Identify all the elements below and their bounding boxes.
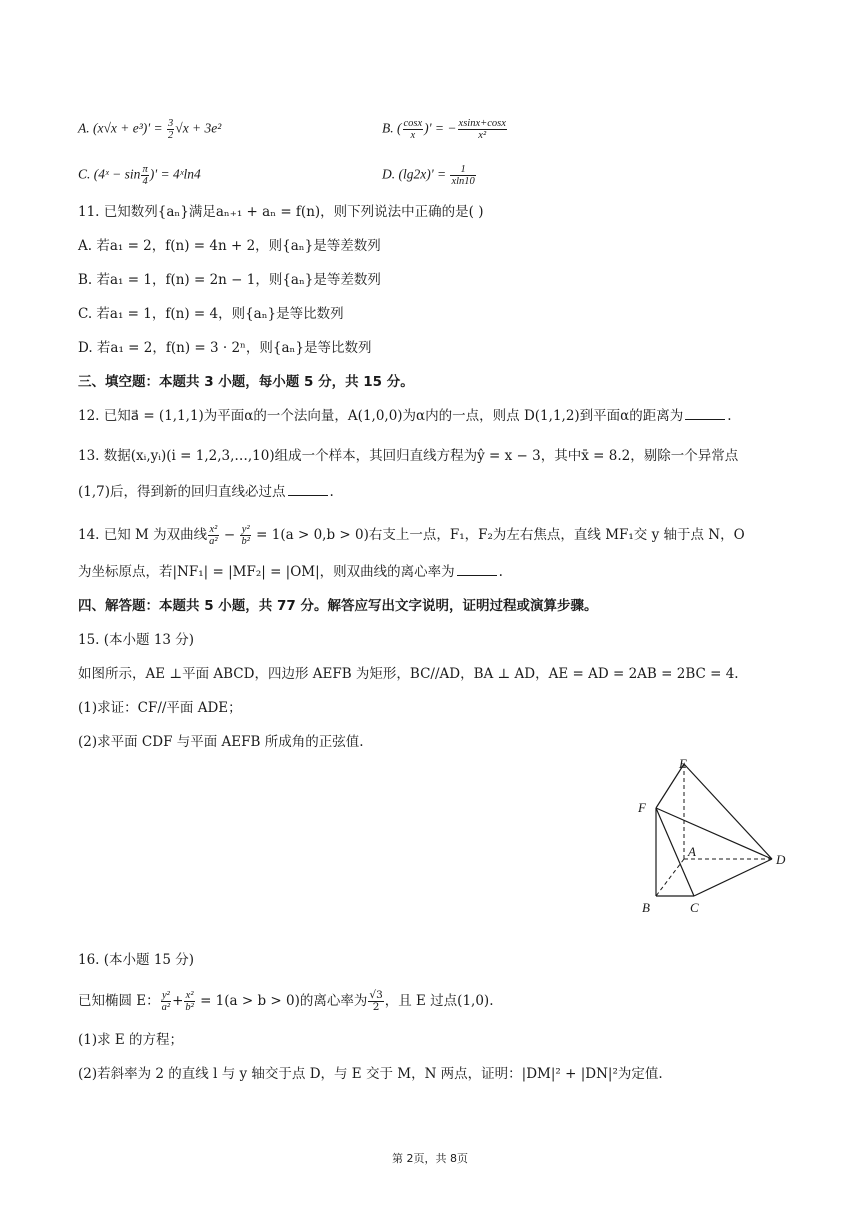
answer-blank	[685, 407, 725, 420]
edge-ed	[684, 764, 772, 859]
q11-option-a: A. 若a₁ = 2，f(n) = 4n + 2，则{aₙ}是等差数列	[78, 238, 381, 254]
edge-cd	[694, 859, 772, 896]
q12-text: 12. 已知a⃗ = (1,1,1)为平面α的一个法向量，A(1,0,0)为α内的一点，则点 D(1,1,2)到平面α的距离为 .	[78, 408, 732, 424]
q16-part2: (2)若斜率为 2 的直线 l 与 y 轴交于点 D，与 E 交于 M，N 两点，证明：|DM|² + |DN|²为定值.	[78, 1066, 663, 1082]
q11-option-c: C. 若a₁ = 1，f(n) = 4，则{aₙ}是等比数列	[78, 306, 344, 322]
section-4-heading: 四、解答题：本题共 5 小题，共 77 分。解答应写出文字说明，证明过程或演算步骤。	[78, 598, 598, 614]
q15-part1: (1)求证：CF//平面 ADE；	[78, 700, 242, 716]
q10-option-a: A. (x√x + e³)' = $\frac{3}{2}$ √x + 3e²	[78, 118, 222, 141]
q15-part2: (2)求平面 CDF 与平面 AEFB 所成角的正弦值.	[78, 734, 364, 750]
answer-blank	[288, 483, 328, 496]
label-e: E	[679, 756, 687, 771]
label-b: B	[642, 900, 650, 915]
q14-line2: 为坐标原点，若|NF₁| = |MF₂| = |OM|，则双曲线的离心率为 .	[78, 564, 503, 580]
geometry-figure	[628, 756, 798, 916]
label-d: D	[776, 852, 786, 867]
q15-header: 15. (本小题 13 分)	[78, 632, 195, 648]
q14-line1: 14. 已知 M 为双曲线 $\frac{\text{x²}}{\text{a²}}$ − $\frac{\text{y²}}{\text{b²}}$ = 1(a > 0,b > 0)右支上一点，F₁，F₂为左右焦点，直线 MF₁交 y 轴于点 N，O	[78, 524, 745, 547]
edge-fd	[656, 808, 772, 859]
section-3-heading: 三、填空题：本题共 3 小题，每小题 5 分，共 15 分。	[78, 374, 414, 390]
q15-stem: 如图所示，AE ⊥平面 ABCD，四边形 AEFB 为矩形，BC//AD，BA ⊥ AD，AE = AD = 2AB = 2BC = 4.	[78, 666, 739, 682]
answer-blank	[457, 563, 497, 576]
q10-option-b: B. ( $\frac{\cos x}{x}$ )' = − $\frac{xsinx+\cos x}{\text{x²}}$	[382, 118, 506, 141]
q11-stem: 11. 已知数列{aₙ}满足aₙ₊₁ + aₙ = f(n)，则下列说法中正确的是( )	[78, 204, 484, 220]
label-f: F	[638, 800, 646, 815]
label-a: A	[688, 844, 696, 859]
q13-line1: 13. 数据(xᵢ,yᵢ)(i = 1,2,3,…,10)组成一个样本，其回归直线方程为ŷ = x − 3，其中x̄ = 8.2，剔除一个异常点	[78, 448, 739, 464]
label-c: C	[690, 900, 699, 915]
page-footer: 第 2页，共 8页	[392, 1152, 468, 1165]
q10-option-d: D. (lg2x)' = $\frac{1}{xln10}$	[382, 164, 475, 187]
q11-option-b: B. 若a₁ = 1，f(n) = 2n − 1，则{aₙ}是等差数列	[78, 272, 381, 288]
q16-header: 16. (本小题 15 分)	[78, 952, 195, 968]
q11-option-d: D. 若a₁ = 2，f(n) = 3 · 2ⁿ，则{aₙ}是等比数列	[78, 340, 372, 356]
q13-line2: (1,7)后，得到新的回归直线必过点 .	[78, 484, 334, 500]
q10-option-c: C. (4ˣ − sin $\frac{\pi}{4}$ )' = 4ˣln4	[78, 164, 201, 187]
q16-part1: (1)求 E 的方程；	[78, 1032, 184, 1048]
q16-stem: 已知椭圆 E： $\frac{\text{y²}}{\text{a²}}$ + $\frac{\text{x²}}{\text{b²}}$ = 1(a > b > 0)的离心率为 $\frac{√3}{2}$ ，且 E 过点(1,0).	[78, 989, 494, 1013]
